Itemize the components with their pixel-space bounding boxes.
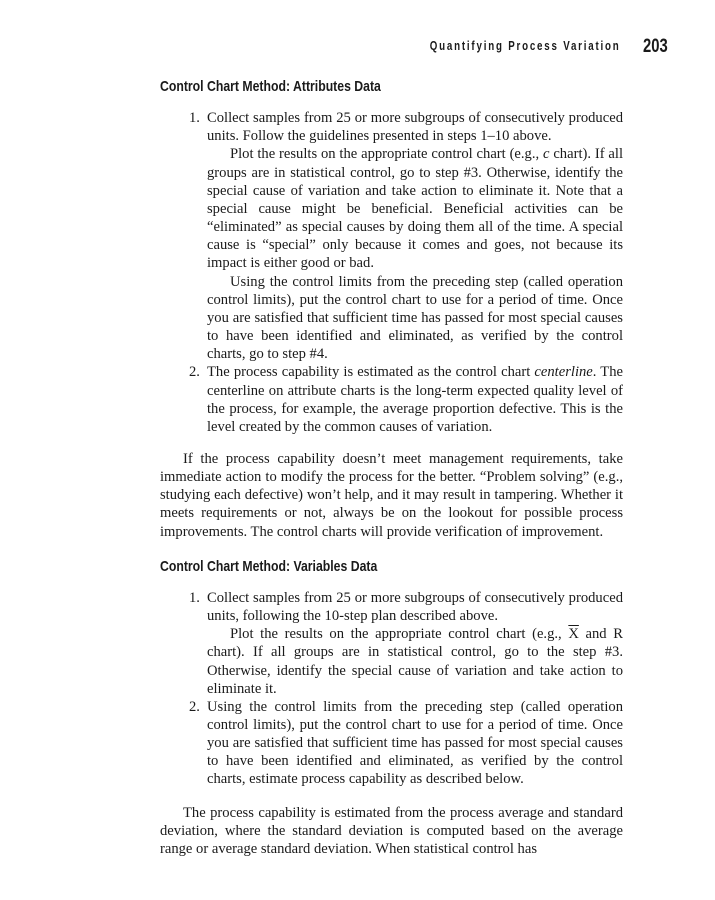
step-paragraph: Plot the results on the appropriate control chart (e.g., $\overline{X}$ and R chart). If all groups are in statistical control, go to the step #3. Otherwise, identify the special cause of variation and take action to eliminate it. (207, 626, 623, 697)
list-item (189, 363, 623, 436)
running-head (160, 36, 668, 58)
body-paragraph: If the process capability doesn’t meet management requirements, take immediate action to modify the process for the better. “Problem solving” (e.g., studying each defective) won’t help, and it may result in tampering. Whether it meets requirements or not, always be on the lookout for possible process improvements. The control charts will provide verification of improvement. (160, 450, 623, 540)
list-number: 1. (189, 110, 200, 127)
list-item (189, 589, 623, 698)
list-item (189, 698, 623, 789)
attributes-steps-list (160, 109, 623, 436)
step-paragraph: Plot the results on the appropriate control chart (e.g., c chart). If all groups are in statistical control, go to step #3. Otherwise, identify the special cause of variation and take action to eliminate it. Note that a special cause might be beneficial. Beneficial activities can be “eliminated” as special causes by doing them all of the time. A special cause is “special” only because it comes and goes, not because its impact is either good or bad. (207, 146, 623, 272)
list-number: 2. (189, 698, 200, 715)
x-bar-symbol: $\overline{X}$ (568, 626, 579, 643)
page-number: 203 (643, 36, 668, 57)
list-number: 1. (189, 589, 200, 606)
list-number: 2. (189, 364, 200, 381)
step-paragraph: The process capability is estimated as the control chart centerline. The centerline on attribute charts is the long-term expected quality level of the process, for example, the average proportion defective. This is the level created by the common causes of variation. (207, 364, 623, 435)
step-paragraph: Collect samples from 25 or more subgroups of consecutively produced units. Follow the guidelines presented in steps 1–10 above. (207, 110, 623, 145)
step-paragraph: Collect samples from 25 or more subgroups of consecutively produced units, following the 10-step plan described above. (207, 589, 623, 625)
italic-term: centerline (534, 364, 593, 381)
running-title: Quantifying Process Variation (430, 39, 621, 53)
list-item (189, 109, 623, 363)
step-paragraph: Using the control limits from the preceding step (called operation control limits), put the control chart to use for a period of time. Once you are satisfied that sufficient time has passed for most special causes to have been identified and eliminated, as verified by the control charts, estimate process capability as described below. (207, 698, 623, 788)
page-body (160, 78, 623, 858)
step-paragraph: Using the control limits from the preceding step (called operation control limits), put the control chart to use for a period of time. Once you are satisfied that sufficient time has passed for most special causes to have been identified and eliminated, as verified by the control charts, go to step #4. (207, 273, 623, 363)
variables-steps-list (160, 589, 623, 789)
italic-term: c (543, 146, 550, 163)
section-heading-variables: Control Chart Method: Variables Data (160, 558, 378, 575)
body-paragraph: The process capability is estimated from the process average and standard deviation, where the standard deviation is computed based on the average range or average standard deviation. When statistical control has (160, 804, 623, 857)
section-heading-attributes: Control Chart Method: Attributes Data (160, 79, 381, 95)
